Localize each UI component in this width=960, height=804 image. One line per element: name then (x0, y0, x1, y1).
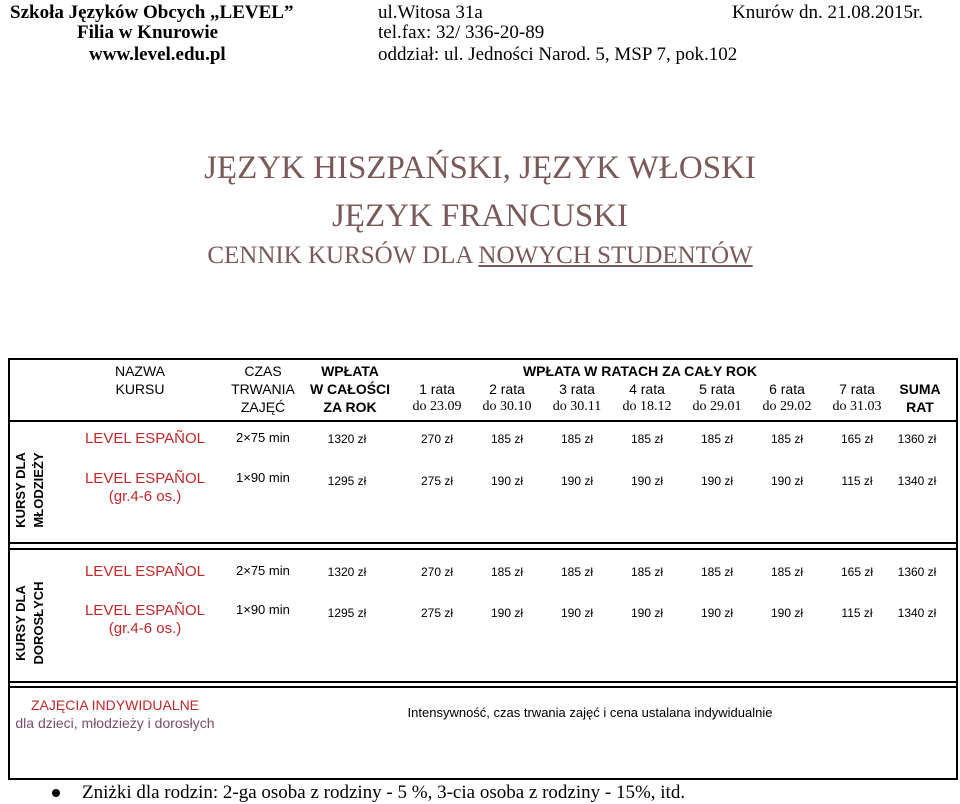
course-duration: 2×75 min (236, 430, 290, 445)
office-address: oddział: ul. Jedności Narod. 5, MSP 7, pok.102 (378, 44, 738, 65)
installment-price: 270 zł (420, 432, 454, 446)
installment-price: 190 zł (560, 606, 594, 620)
header-sum: SUMA RAT (899, 381, 941, 415)
title-languages-2: JĘZYK FRANCUSKI (331, 198, 629, 234)
installment-price: 190 zł (560, 474, 594, 488)
installment-price: 190 zł (770, 474, 804, 488)
installment-price: 185 zł (770, 432, 804, 446)
installment-due-date: do 31.03 (832, 399, 882, 414)
installment-price: 165 zł (840, 432, 874, 446)
table-border-bottom (8, 778, 958, 780)
installment-due-date: do 30.10 (482, 399, 532, 414)
price-list-title: CENNIK KURSÓW DLA NOWYCH STUDENTÓW (207, 242, 753, 269)
price-full-year: 1295 zł (327, 606, 367, 620)
installment-due-date: do 23.09 (412, 399, 462, 414)
course-name: LEVEL ESPAÑOL (gr.4-6 os.) (84, 602, 206, 637)
installment-price: 270 zł (420, 565, 454, 579)
address: ul.Witosa 31a (378, 2, 483, 23)
installment-price: 190 zł (490, 474, 524, 488)
course-duration: 1×90 min (236, 602, 290, 617)
installment-price: 185 zł (630, 432, 664, 446)
installments-sum: 1360 zł (897, 432, 937, 446)
section-divider-1a (8, 542, 958, 544)
installment-price: 185 zł (560, 432, 594, 446)
installment-price: 185 zł (700, 432, 734, 446)
installments-sum: 1360 zł (897, 565, 937, 579)
section-divider-1b (8, 548, 958, 550)
installment-price: 165 zł (840, 565, 874, 579)
installment-label: 7 rata (839, 381, 875, 397)
installments-sum: 1340 zł (897, 474, 937, 488)
installment-price: 275 zł (420, 606, 454, 620)
installment-label: 2 rata (489, 381, 525, 397)
school-name: Szkoła Języków Obcych „LEVEL” (10, 2, 294, 23)
installment-price: 115 zł (841, 606, 873, 620)
price-full-year: 1320 zł (327, 565, 367, 579)
course-name: LEVEL ESPAÑOL (gr.4-6 os.) (84, 470, 206, 505)
installment-price: 185 zł (560, 565, 594, 579)
installment-label: 1 rata (419, 381, 455, 397)
price-full-year: 1320 zł (327, 432, 367, 446)
installment-price: 185 zł (490, 565, 524, 579)
course-duration: 1×90 min (236, 470, 290, 485)
phone: tel.fax: 32/ 336-20-89 (378, 22, 545, 43)
installment-label: 6 rata (769, 381, 805, 397)
installment-header-7 (812, 380, 902, 416)
installment-price: 190 zł (770, 606, 804, 620)
family-discount: Zniżki dla rodzin: 2-ga osoba z rodziny - 5 %, 3-cia osoba z rodziny - 15%, itd. (82, 782, 686, 803)
installment-price: 190 zł (630, 474, 664, 488)
title-languages-1: JĘZYK HISZPAŃSKI, JĘZYK WŁOSKI (204, 150, 756, 186)
installment-price: 190 zł (700, 474, 734, 488)
installment-due-date: do 29.01 (692, 399, 742, 414)
installment-price: 275 zł (420, 474, 454, 488)
installment-price: 190 zł (700, 606, 734, 620)
header-name: NAZWA KURSU (114, 363, 166, 397)
installment-label: 3 rata (559, 381, 595, 397)
installment-price: 185 zł (630, 565, 664, 579)
installment-due-date: do 30.11 (552, 399, 602, 414)
course-name: LEVEL ESPAÑOL (84, 430, 206, 447)
installment-label: 5 rata (699, 381, 735, 397)
installment-price: 185 zł (490, 432, 524, 446)
branch-name: Filia w Knurowie (77, 22, 219, 43)
individual-lessons: ZAJĘCIA INDYWIDUALNE dla dzieci, młodzieży i dorosłych (15, 697, 215, 731)
installments-sum: 1340 zł (897, 606, 937, 620)
header-full-payment: WPŁATA W CAŁOŚCI ZA ROK (309, 363, 391, 415)
header-installments-title: WPŁATA W RATACH ZA CAŁY ROK (522, 363, 758, 379)
section-label-adults: KURSY DLA DOROSŁYCH (13, 581, 46, 665)
course-duration: 2×75 min (236, 563, 290, 578)
header-duration: CZAS TRWANIA ZAJĘĆ (231, 363, 295, 415)
document-date: Knurów dn. 21.08.2015r. (732, 2, 924, 23)
discount-bullet (52, 789, 60, 797)
course-name: LEVEL ESPAÑOL (84, 563, 206, 580)
installment-due-date: do 18.12 (622, 399, 672, 414)
section-label-youth: KURSY DLA MŁODZIEŻY (13, 452, 46, 528)
installment-price: 115 zł (841, 474, 873, 488)
installment-price: 185 zł (770, 565, 804, 579)
section-divider-2a (8, 681, 958, 683)
table-border-top (8, 358, 958, 360)
installment-price: 190 zł (490, 606, 524, 620)
installment-price: 185 zł (700, 565, 734, 579)
installment-price: 190 zł (630, 606, 664, 620)
price-full-year: 1295 zł (327, 474, 367, 488)
individual-note: Intensywność, czas trwania zajęć i cena ustalana indywidualnie (407, 705, 773, 720)
section-divider-2b (8, 686, 958, 688)
installment-due-date: do 29.02 (762, 399, 812, 414)
website: www.level.edu.pl (89, 44, 226, 65)
installment-label: 4 rata (629, 381, 665, 397)
header-divider (8, 420, 958, 422)
